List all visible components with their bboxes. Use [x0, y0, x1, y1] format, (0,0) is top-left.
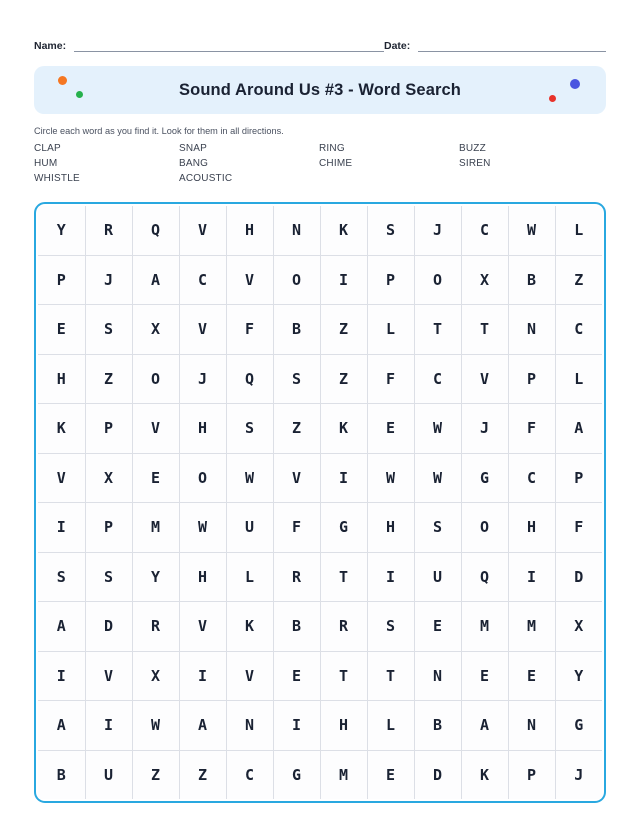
grid-cell[interactable]: H [320, 701, 367, 751]
grid-cell[interactable]: D [555, 552, 602, 602]
grid-cell[interactable]: N [414, 651, 461, 701]
grid-cell[interactable]: Z [85, 354, 132, 404]
grid-cell[interactable]: I [38, 651, 85, 701]
grid-cell[interactable]: H [367, 503, 414, 553]
grid-cell[interactable]: Q [132, 206, 179, 255]
grid-cell[interactable]: S [85, 305, 132, 355]
grid-cell[interactable]: W [367, 453, 414, 503]
grid-cell[interactable]: F [273, 503, 320, 553]
grid-cell[interactable]: S [367, 206, 414, 255]
grid-row [38, 255, 602, 305]
grid-cell[interactable]: P [85, 404, 132, 454]
grid-cell[interactable]: I [508, 552, 555, 602]
grid-cell[interactable]: H [38, 354, 85, 404]
date-field-group [384, 40, 606, 52]
grid-cell[interactable]: J [461, 404, 508, 454]
grid-row [38, 651, 602, 701]
word-list-item: SIREN [459, 158, 491, 169]
grid-cell[interactable]: V [179, 602, 226, 652]
grid-cell[interactable]: F [226, 305, 273, 355]
grid-cell[interactable]: B [38, 750, 85, 799]
grid-cell[interactable]: F [555, 503, 602, 553]
grid-cell[interactable]: D [414, 750, 461, 799]
grid-cell[interactable]: M [320, 750, 367, 799]
grid-cell[interactable]: X [132, 305, 179, 355]
instructions-text: Circle each word as you find it. Look for them in all directions. [34, 126, 284, 136]
word-list-item: WHISTLE [34, 173, 80, 184]
name-input-line[interactable] [74, 40, 384, 52]
name-field-group [34, 40, 384, 52]
grid-cell[interactable]: P [555, 453, 602, 503]
grid-cell[interactable]: V [132, 404, 179, 454]
grid-cell[interactable]: H [179, 552, 226, 602]
grid-cell[interactable]: P [367, 255, 414, 305]
blue-dot-icon [570, 79, 580, 89]
word-list [34, 141, 606, 186]
grid-cell[interactable]: O [273, 255, 320, 305]
grid-body [38, 206, 602, 799]
grid-cell[interactable]: B [414, 701, 461, 751]
word-list-item: SNAP [179, 143, 208, 154]
grid-cell[interactable]: S [85, 552, 132, 602]
grid-cell[interactable]: T [461, 305, 508, 355]
grid-cell[interactable]: U [414, 552, 461, 602]
grid-cell[interactable]: O [179, 453, 226, 503]
grid-cell[interactable]: M [461, 602, 508, 652]
word-list-item: BUZZ [459, 143, 486, 154]
grid-cell[interactable]: Y [555, 651, 602, 701]
grid-cell[interactable]: T [320, 651, 367, 701]
grid-cell[interactable]: W [508, 206, 555, 255]
grid-cell[interactable]: P [85, 503, 132, 553]
grid-cell[interactable]: A [461, 701, 508, 751]
grid-cell[interactable]: N [226, 701, 273, 751]
grid-cell[interactable]: Q [461, 552, 508, 602]
grid-cell[interactable]: F [367, 354, 414, 404]
grid-cell[interactable]: A [555, 404, 602, 454]
grid-cell[interactable]: I [320, 255, 367, 305]
grid-cell[interactable]: R [320, 602, 367, 652]
grid-cell[interactable]: O [414, 255, 461, 305]
grid-cell[interactable]: X [555, 602, 602, 652]
grid-cell[interactable]: G [320, 503, 367, 553]
grid-cell[interactable]: E [508, 651, 555, 701]
grid-cell[interactable]: A [38, 701, 85, 751]
grid-cell[interactable]: C [179, 255, 226, 305]
grid-cell[interactable]: G [273, 750, 320, 799]
grid-cell[interactable]: W [179, 503, 226, 553]
word-list-item: ACOUSTIC [179, 173, 233, 184]
grid-cell[interactable]: Z [273, 404, 320, 454]
grid-cell[interactable]: E [367, 404, 414, 454]
grid-cell[interactable]: I [85, 701, 132, 751]
grid-cell[interactable]: M [132, 503, 179, 553]
grid-cell[interactable]: K [320, 206, 367, 255]
grid-row [38, 354, 602, 404]
grid-cell[interactable]: X [85, 453, 132, 503]
grid-cell[interactable]: X [461, 255, 508, 305]
grid-row [38, 404, 602, 454]
grid-cell[interactable]: S [367, 602, 414, 652]
word-list-item: BANG [179, 158, 209, 169]
grid-cell[interactable]: M [508, 602, 555, 652]
grid-cell[interactable]: E [273, 651, 320, 701]
grid-cell[interactable]: K [38, 404, 85, 454]
grid-cell[interactable]: C [414, 354, 461, 404]
grid-cell[interactable]: H [179, 404, 226, 454]
grid-cell[interactable]: J [179, 354, 226, 404]
grid-cell[interactable]: U [85, 750, 132, 799]
grid-cell[interactable]: I [320, 453, 367, 503]
grid-cell[interactable]: R [132, 602, 179, 652]
grid-row [38, 701, 602, 751]
grid-cell[interactable]: I [179, 651, 226, 701]
grid-cell[interactable]: H [226, 206, 273, 255]
grid-cell[interactable]: Z [320, 354, 367, 404]
grid-cell[interactable]: S [273, 354, 320, 404]
grid-cell[interactable]: Z [320, 305, 367, 355]
grid-cell[interactable]: Q [226, 354, 273, 404]
grid-cell[interactable]: I [38, 503, 85, 553]
grid-cell[interactable]: N [508, 701, 555, 751]
grid-cell[interactable]: G [461, 453, 508, 503]
grid-cell[interactable]: E [367, 750, 414, 799]
grid-cell[interactable]: V [85, 651, 132, 701]
grid-cell[interactable]: C [508, 453, 555, 503]
grid-cell[interactable]: W [414, 453, 461, 503]
grid-cell[interactable]: V [273, 453, 320, 503]
grid-cell[interactable]: E [414, 602, 461, 652]
grid-cell[interactable]: T [320, 552, 367, 602]
grid-cell[interactable]: J [555, 750, 602, 799]
grid-cell[interactable]: S [38, 552, 85, 602]
grid-cell[interactable]: L [367, 305, 414, 355]
grid-cell[interactable]: E [38, 305, 85, 355]
grid-cell[interactable]: H [508, 503, 555, 553]
grid-cell[interactable]: Z [179, 750, 226, 799]
grid-cell[interactable]: B [273, 305, 320, 355]
date-input-line[interactable] [418, 40, 606, 52]
grid-cell[interactable]: A [132, 255, 179, 305]
grid-cell[interactable]: C [461, 206, 508, 255]
name-label: Name: [34, 40, 67, 52]
grid-cell[interactable]: K [461, 750, 508, 799]
grid-row [38, 503, 602, 553]
grid-cell[interactable]: K [226, 602, 273, 652]
grid-cell[interactable]: I [273, 701, 320, 751]
grid-cell[interactable]: R [85, 206, 132, 255]
grid-cell[interactable]: K [320, 404, 367, 454]
word-search-grid[interactable] [34, 202, 606, 803]
grid-cell[interactable]: T [367, 651, 414, 701]
orange-dot-icon [58, 76, 67, 85]
page-title: Sound Around Us #3 - Word Search [179, 80, 461, 99]
grid-cell[interactable]: E [132, 453, 179, 503]
grid-cell[interactable]: F [508, 404, 555, 454]
green-dot-icon [76, 91, 83, 98]
grid-cell[interactable]: Y [132, 552, 179, 602]
grid-cell[interactable]: E [461, 651, 508, 701]
grid-cell[interactable]: L [555, 206, 602, 255]
grid-cell[interactable]: V [226, 651, 273, 701]
word-list-item: HUM [34, 158, 58, 169]
grid-cell[interactable]: V [226, 255, 273, 305]
grid-cell[interactable]: C [226, 750, 273, 799]
grid-cell[interactable]: J [85, 255, 132, 305]
grid-row [38, 305, 602, 355]
title-banner [34, 66, 606, 114]
grid-row [38, 206, 602, 255]
grid-cell[interactable]: Y [38, 206, 85, 255]
word-list-item: CLAP [34, 143, 61, 154]
grid-cell[interactable]: A [179, 701, 226, 751]
grid-cell[interactable]: L [226, 552, 273, 602]
grid-cell[interactable]: O [132, 354, 179, 404]
grid-cell[interactable]: W [414, 404, 461, 454]
grid-row [38, 453, 602, 503]
grid-cell[interactable]: G [555, 701, 602, 751]
date-label: Date: [384, 40, 411, 52]
grid-cell[interactable]: U [226, 503, 273, 553]
grid-row [38, 552, 602, 602]
grid-table [38, 206, 602, 799]
grid-cell[interactable]: Z [132, 750, 179, 799]
grid-cell[interactable]: P [508, 750, 555, 799]
grid-cell[interactable]: V [179, 305, 226, 355]
grid-cell[interactable]: W [226, 453, 273, 503]
grid-cell[interactable]: A [38, 602, 85, 652]
grid-cell[interactable]: J [414, 206, 461, 255]
grid-cell[interactable]: W [132, 701, 179, 751]
grid-cell[interactable]: I [367, 552, 414, 602]
grid-cell[interactable]: T [414, 305, 461, 355]
grid-cell[interactable]: N [508, 305, 555, 355]
grid-cell[interactable]: C [555, 305, 602, 355]
grid-cell[interactable]: Z [555, 255, 602, 305]
grid-cell[interactable]: V [38, 453, 85, 503]
grid-cell[interactable]: S [414, 503, 461, 553]
grid-cell[interactable]: S [226, 404, 273, 454]
grid-cell[interactable]: R [273, 552, 320, 602]
grid-row [38, 750, 602, 799]
grid-cell[interactable]: V [179, 206, 226, 255]
word-list-item: RING [319, 143, 345, 154]
grid-cell[interactable]: V [461, 354, 508, 404]
grid-cell[interactable]: B [273, 602, 320, 652]
grid-cell[interactable]: L [367, 701, 414, 751]
grid-cell[interactable]: L [555, 354, 602, 404]
word-list-item: CHIME [319, 158, 353, 169]
grid-cell[interactable]: P [38, 255, 85, 305]
grid-cell[interactable]: D [85, 602, 132, 652]
grid-cell[interactable]: P [508, 354, 555, 404]
grid-row [38, 602, 602, 652]
name-date-row [34, 0, 606, 52]
red-dot-icon [549, 95, 556, 102]
grid-cell[interactable]: N [273, 206, 320, 255]
grid-cell[interactable]: X [132, 651, 179, 701]
grid-cell[interactable]: O [461, 503, 508, 553]
grid-cell[interactable]: B [508, 255, 555, 305]
